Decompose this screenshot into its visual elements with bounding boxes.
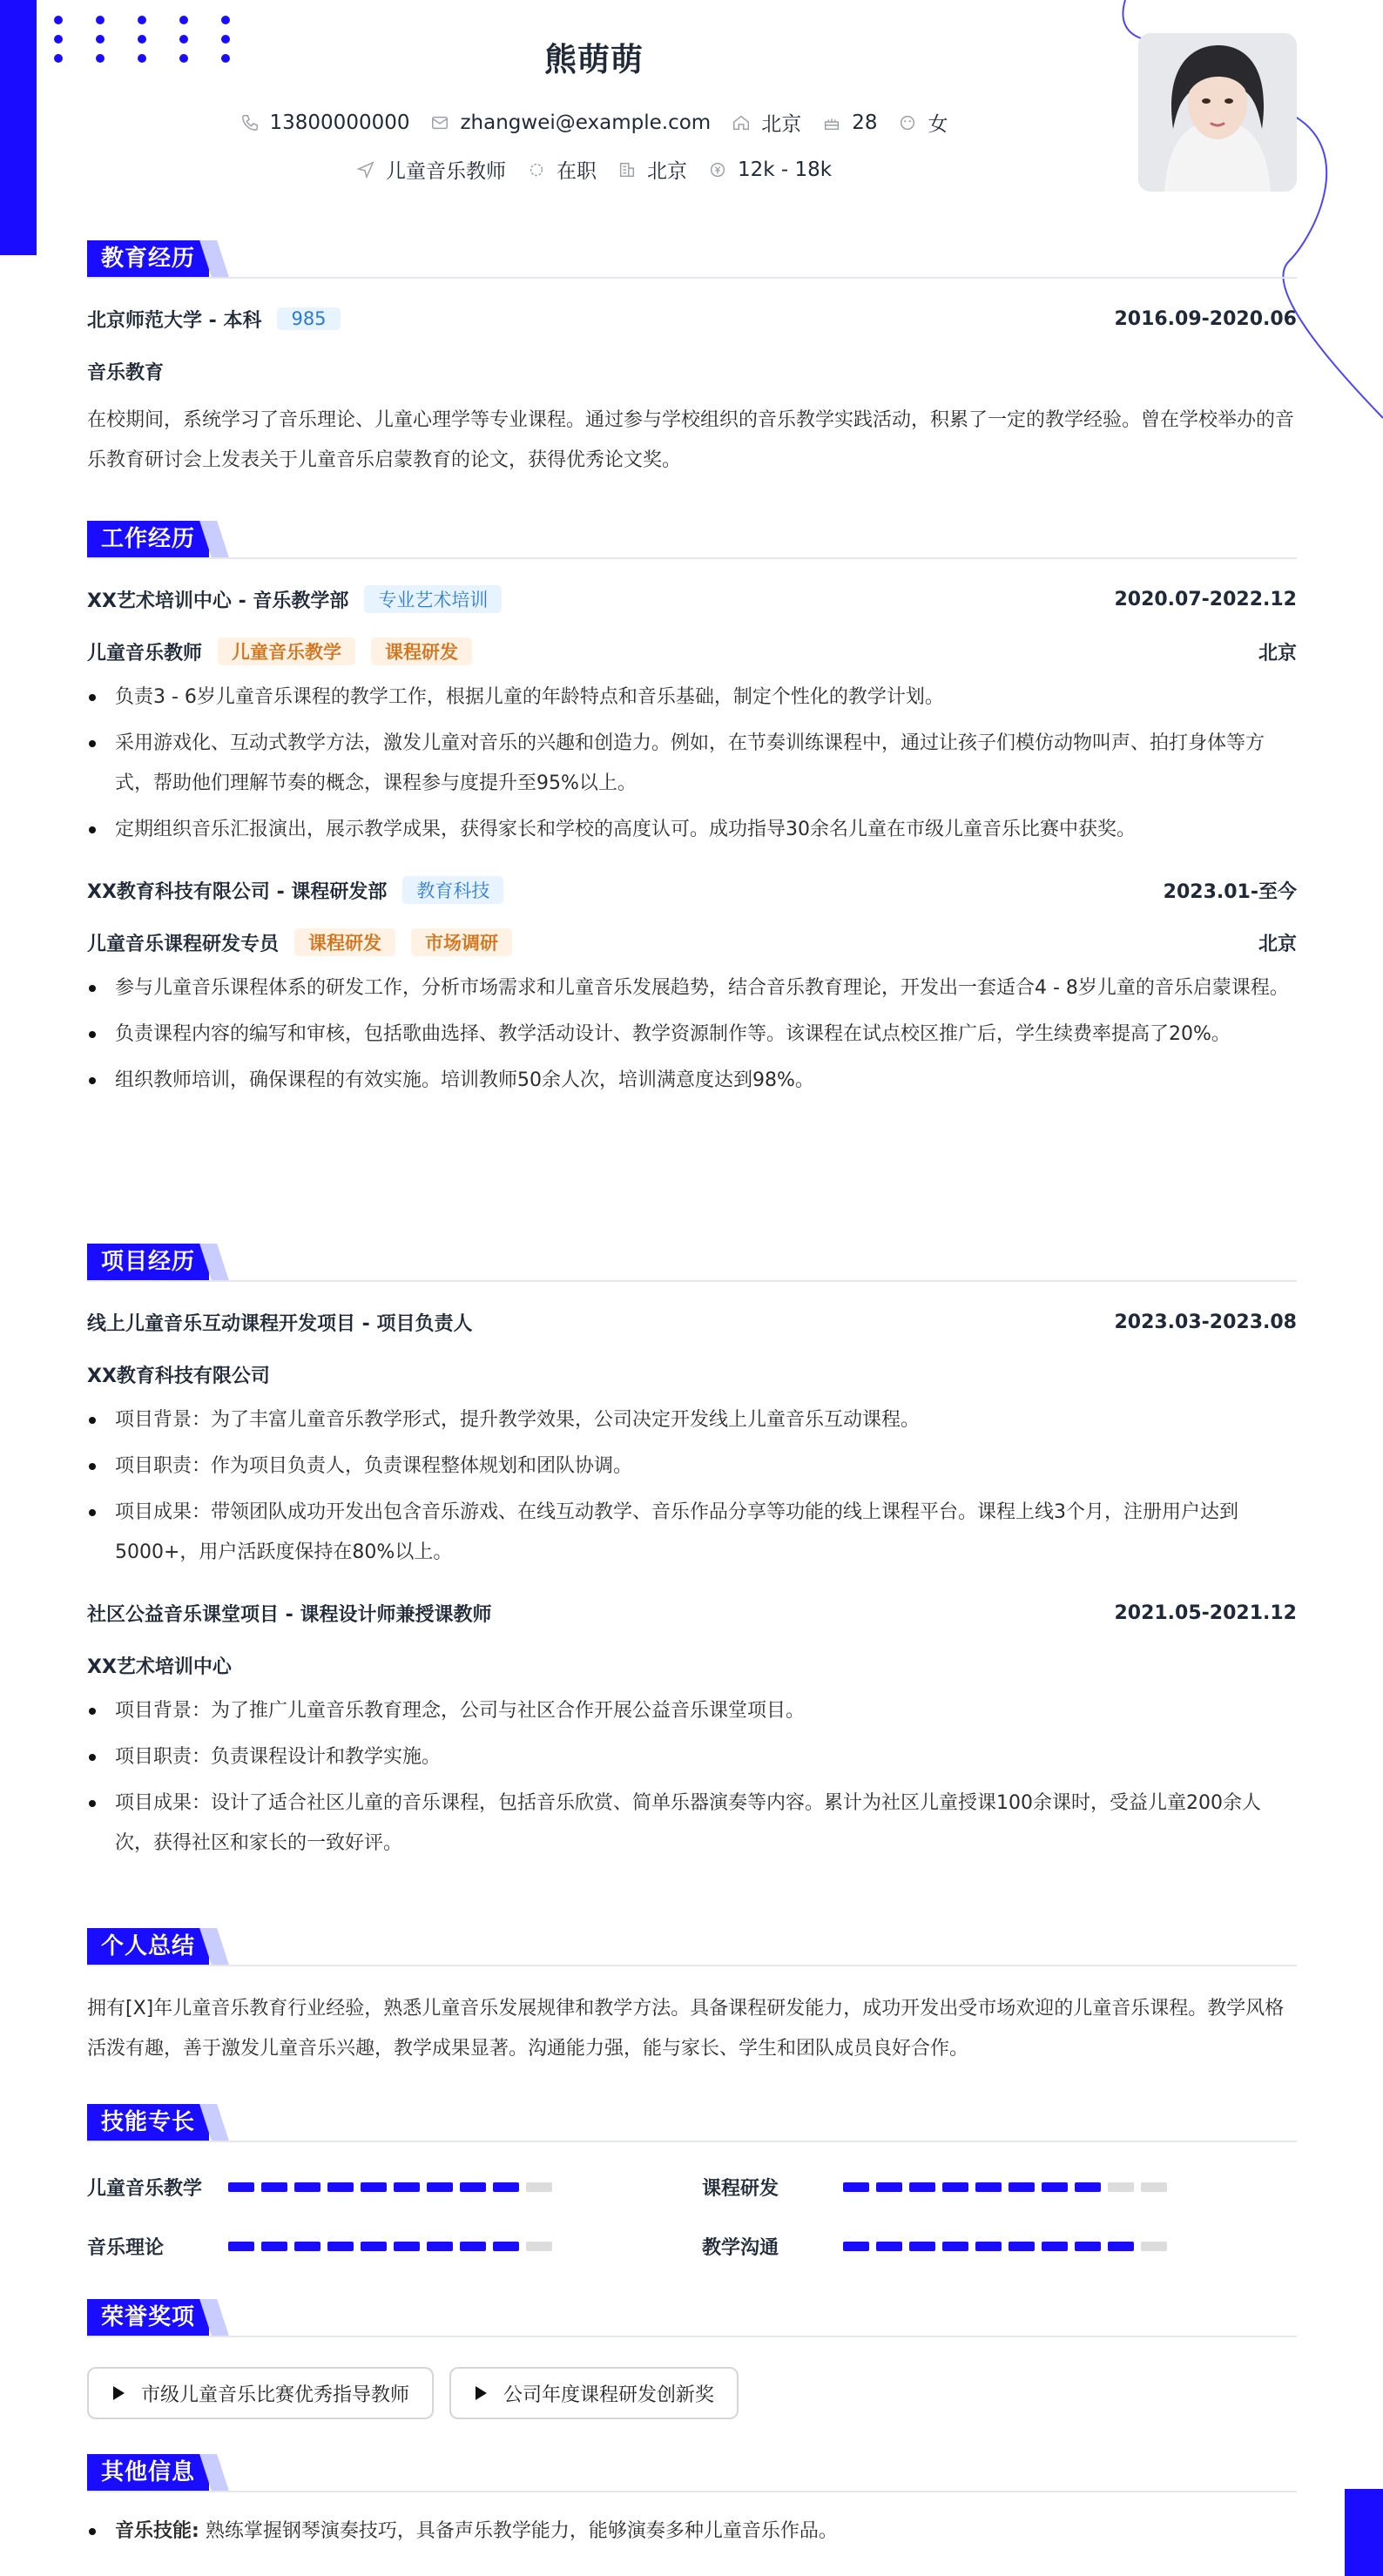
summary-title: 个人总结 [87,1928,209,1965]
skill-dash-filled [493,2182,519,2192]
projects-section [87,1244,1297,1870]
skill-dash-filled [1075,2242,1101,2251]
contact-row-1 [0,108,1188,137]
job-1-role: 儿童音乐教师 [87,642,203,664]
education-title: 教育经历 [87,240,209,277]
project-1-bullets [87,1400,1297,1573]
gender-icon [898,113,917,132]
list-item: 负责3 - 6岁儿童音乐课程的教学工作，根据儿童的年龄特点和音乐基础，制定个性化的教学计划。 [87,678,1297,718]
age-text: 28 [852,111,878,134]
skill-dash-filled [1075,2182,1101,2192]
skill-level-bar [228,2242,552,2251]
work-city-text: 北京 [646,160,687,183]
job-2-city: 北京 [1258,933,1297,955]
project-2-org-row [87,1651,1297,1679]
skills-title: 技能专长 [87,2104,209,2141]
send-icon [356,160,375,179]
skill-item [87,2174,552,2201]
job-1-header-row [87,585,1297,613]
skill-dash-filled [427,2242,453,2251]
education-description: 在校期间，系统学习了音乐理论、儿童心理学等专业课程。通过参与学校组织的音乐教学实践活动，积累了一定的教学经验。曾在学校举办的音乐教育研讨会上发表关于儿童音乐启蒙教育的论文，获得优秀论文奖。 [87,409,1295,471]
list-item: 项目背景：为了丰富儿童音乐教学形式，提升教学效果，公司决定开发线上儿童音乐互动课程。 [87,1400,1297,1440]
honors-list [87,2367,739,2419]
work-title: 工作经历 [87,521,209,557]
project-1-header-row [87,1308,1297,1336]
skill-dash-filled [1042,2182,1068,2192]
skill-dash-empty [526,2242,552,2251]
skill-name: 教学沟通 [702,2237,779,2259]
skill-dash-filled [361,2242,387,2251]
list-item: 项目职责：作为项目负责人，负责课程整体规划和团队协调。 [87,1446,1297,1487]
skill-level-bar [843,2242,1167,2251]
list-item: 项目成果：设计了适合社区儿童的音乐课程，包括音乐欣赏、简单乐器演奏等内容。累计为社区儿童授课100余课时，受益儿童200余人次，获得社区和家长的一致好评。 [87,1784,1297,1864]
skill-name: 课程研发 [702,2178,779,2200]
phone-text: 13800000000 [269,111,410,134]
project-2-name: 社区公益音乐课堂项目 - 课程设计师兼授课教师 [87,1603,492,1626]
salary-item [708,158,832,181]
project-1-date: 2023.03-2023.08 [1114,1311,1297,1333]
job-target-item [356,155,506,184]
contact-row-2 [0,155,1188,184]
project-1-org: XX教育科技有限公司 [87,1365,270,1387]
award-text: 市级儿童音乐比赛优秀指导教师 [141,2384,410,2406]
skill-dash-filled [261,2182,287,2192]
education-date: 2016.09-2020.06 [1114,307,1297,330]
school-name: 北京师范大学 - 本科 [87,309,262,332]
skill-dash-filled [493,2242,519,2251]
email-item [430,111,711,134]
honors-header [87,2299,1297,2337]
project-2-org: XX艺术培训中心 [87,1656,232,1678]
job-1-role-tag: 课程研发 [371,637,472,665]
home-icon [732,113,751,132]
age-item [822,111,877,134]
skill-dash-filled [228,2242,254,2251]
phone-icon [240,113,260,132]
skill-dash-filled [942,2182,968,2192]
job-1-date: 2020.07-2022.12 [1114,588,1297,610]
job-1-company: XX艺术培训中心 - 音乐教学部 [87,590,349,612]
skill-dash-filled [327,2182,354,2192]
skill-dash-filled [460,2242,486,2251]
list-item: 项目背景：为了推广儿童音乐教育理念，公司与社区合作开展公益音乐课堂项目。 [87,1691,1297,1731]
skill-dash-empty [1141,2242,1167,2251]
location-item [732,108,801,137]
job-2-role-row [87,928,1297,956]
skill-dash-filled [228,2182,254,2192]
other-label: 音乐技能: [115,2520,199,2542]
list-item: 定期组织音乐汇报演出，展示教学成果，获得家长和学校的高度认可。成功指导30余名儿童在市级儿童音乐比赛中获奖。 [87,810,1297,850]
job-2-bullets [87,968,1297,1101]
job-2-role: 儿童音乐课程研发专员 [87,933,280,955]
summary-text: 拥有[X]年儿童音乐教育行业经验，熟悉儿童音乐发展规律和教学方法。具备课程研发能力，成功开发出受市场欢迎的儿童音乐课程。教学风格活泼有趣，善于激发儿童音乐兴趣，教学成果显著。沟通能力强，能与家长、学生和团队成员良好合作。 [87,1998,1285,2060]
skill-dash-filled [427,2182,453,2192]
education-school-row [87,305,1297,333]
project-2-date: 2021.05-2021.12 [1114,1602,1297,1624]
job-2-company: XX教育科技有限公司 - 课程研发部 [87,880,388,903]
mail-icon [430,113,449,132]
skill-dash-filled [394,2182,420,2192]
status-item [527,155,597,184]
skill-dash-filled [909,2242,935,2251]
work-city-item [617,155,687,184]
projects-title: 项目经历 [87,1244,209,1280]
award-item [449,2367,739,2419]
skill-dash-empty [1108,2182,1134,2192]
skill-dash-empty [1141,2182,1167,2192]
skill-dash-filled [975,2242,1002,2251]
summary-section [87,1928,1297,2069]
skill-dash-filled [1042,2242,1068,2251]
job-2-role-tag: 市场调研 [411,928,512,956]
education-major-row [87,357,1297,385]
skill-dash-filled [1009,2242,1035,2251]
award-text: 公司年度课程研发创新奖 [503,2384,715,2406]
list-item: 组织教师培训，确保课程的有效实施。培训教师50余人次，培训满意度达到98%。 [87,1061,1297,1101]
other-section [87,2454,1297,2558]
job-1-industry-tag: 专业艺术培训 [364,585,502,613]
candidate-name: 熊萌萌 [544,41,644,78]
skill-dash-filled [327,2242,354,2251]
job-target-text: 儿童音乐教师 [385,160,506,183]
status-icon [527,160,546,179]
education-section [87,240,1297,481]
major-name: 音乐教育 [87,361,165,384]
job-2-role-tag: 课程研发 [294,928,395,956]
project-2-header-row [87,1599,1297,1627]
job-2-date: 2023.01-至今 [1163,880,1297,903]
skill-dash-filled [975,2182,1002,2192]
skill-name: 音乐理论 [87,2237,165,2259]
gender-item [898,108,948,137]
summary-header [87,1928,1297,1966]
skills-section [87,2104,1297,2142]
play-triangle-icon [474,2385,488,2401]
skill-dash-filled [909,2182,935,2192]
gender-text: 女 [928,113,948,136]
honors-title: 荣誉奖项 [87,2299,209,2336]
skill-item [702,2174,1167,2201]
skill-dash-filled [1009,2182,1035,2192]
phone-item [240,111,410,134]
skill-dash-filled [942,2242,968,2251]
work-section [87,521,1297,1107]
skill-dash-filled [843,2182,869,2192]
skill-dash-filled [876,2242,902,2251]
location-text: 北京 [761,113,802,136]
skill-item [87,2233,552,2260]
job-2-industry-tag: 教育科技 [402,876,503,904]
list-item: 项目职责：负责课程设计和教学实施。 [87,1737,1297,1777]
skill-dash-filled [876,2182,902,2192]
status-text: 在职 [556,160,597,183]
other-header [87,2454,1297,2492]
other-list [87,2512,1297,2552]
skill-dash-filled [843,2242,869,2251]
skill-item [702,2233,1167,2260]
skill-dash-filled [460,2182,486,2192]
other-text: 熟练掌握钢琴演奏技巧，具备声乐教学能力，能够演奏多种儿童音乐作品。 [205,2520,838,2542]
project-2-bullets [87,1691,1297,1864]
right-accent-bar [1345,2489,1383,2576]
skill-dash-filled [261,2242,287,2251]
education-header [87,240,1297,279]
skill-name: 儿童音乐教学 [87,2178,203,2200]
skill-dash-filled [294,2242,320,2251]
avatar [1138,33,1297,192]
skill-level-bar [843,2182,1167,2192]
job-1-bullets [87,678,1297,850]
project-1-org-row [87,1360,1297,1388]
project-1-name: 线上儿童音乐互动课程开发项目 - 项目负责人 [87,1312,473,1335]
list-item: 参与儿童音乐课程体系的研发工作，分析市场需求和儿童音乐发展趋势，结合音乐教育理论，开发出一套适合4 - 8岁儿童的音乐启蒙课程。 [87,968,1297,1008]
work-header [87,521,1297,559]
award-item [87,2367,434,2419]
projects-header [87,1244,1297,1282]
building-icon [617,160,637,179]
list-item: 采用游戏化、互动式教学方法，激发儿童对音乐的兴趣和创造力。例如，在节奏训练课程中，通过让孩子们模仿动物叫声、拍打身体等方式，帮助他们理解节奏的概念，课程参与度提升至95%以上。 [87,724,1297,804]
list-item: 项目成果：带领团队成功开发出包含音乐游戏、在线互动教学、音乐作品分享等功能的线上课程平台。课程上线3个月，注册用户达到5000+，用户活跃度保持在80%以上。 [87,1493,1297,1573]
email-text: zhangwei@example.com [460,111,712,134]
job-2-header-row [87,876,1297,904]
skill-level-bar [228,2182,552,2192]
salary-text: 12k - 18k [737,158,833,181]
list-item: 负责课程内容的编写和审核，包括歌曲选择、教学活动设计、教学资源制作等。该课程在试点校区推广后，学生续费率提高了20%。 [87,1015,1297,1055]
skill-dash-filled [294,2182,320,2192]
other-title: 其他信息 [87,2454,209,2491]
skill-dash-filled [361,2182,387,2192]
job-1-role-row [87,637,1297,665]
job-1-role-tag: 儿童音乐教学 [218,637,355,665]
skill-dash-filled [394,2242,420,2251]
portrait-illustration [1138,33,1297,192]
school-tag: 985 [277,307,340,330]
skills-header [87,2104,1297,2142]
skill-dash-empty [526,2182,552,2192]
play-triangle-icon [111,2385,125,2401]
salary-icon [708,160,727,179]
job-1-city: 北京 [1258,642,1297,664]
list-item [87,2512,1297,2552]
cake-icon [822,113,841,132]
skill-dash-filled [1108,2242,1134,2251]
honors-section [87,2299,1297,2337]
